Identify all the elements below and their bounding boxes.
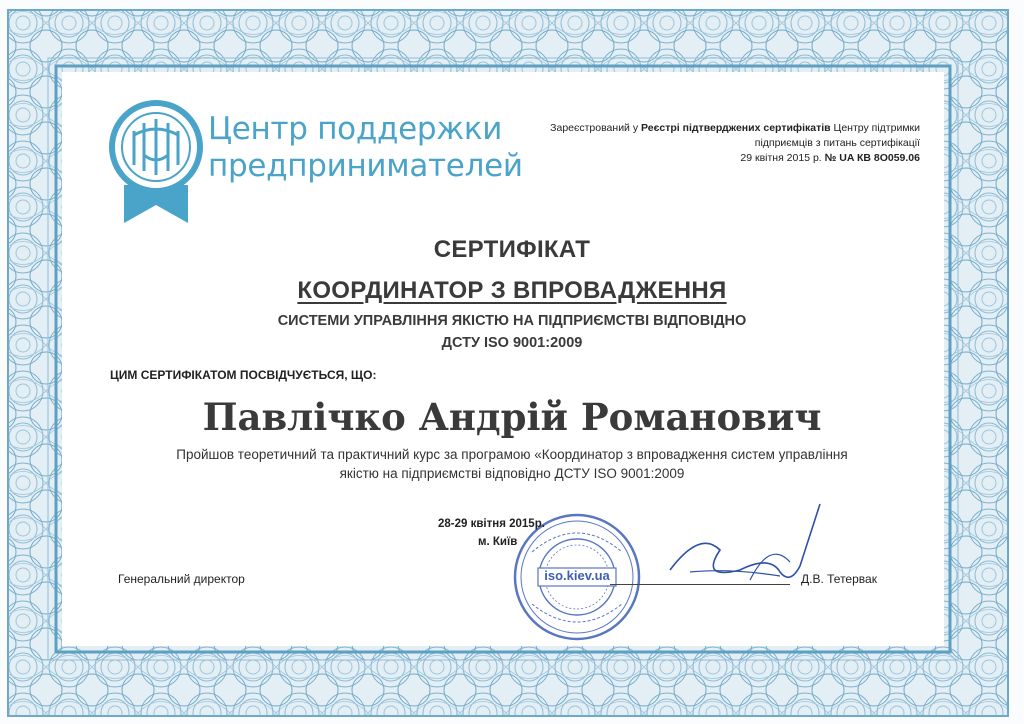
- registry-line1-bold: Реєстрі підтверджених сертифікатів: [641, 122, 831, 134]
- description-line1: СИСТЕМИ УПРАВЛІННЯ ЯКІСТЮ НА ПІДПРИЄМСТВІ ВІДПОВІДНО: [277, 313, 747, 329]
- stamp-center-text: iso.kiev.ua: [544, 568, 610, 583]
- registry-number: № UA КВ 8О059.06: [824, 152, 920, 164]
- signatory-name: Д.В. Тетервак: [801, 572, 877, 586]
- registry-line3-prefix: 29 квітня 2015 р.: [740, 152, 825, 164]
- signatory-title: Генеральний директор: [118, 572, 245, 586]
- registry-line2: підприємців з питань сертифікації: [754, 137, 920, 149]
- registry-line1-suffix: Центру підтримки: [830, 122, 920, 134]
- registry-note: [550, 121, 920, 166]
- issuer-logo-icon: [106, 95, 206, 227]
- course-line2: якістю на підприємстві відповідно ДСТУ ISO 9001:2009: [339, 466, 685, 481]
- course-date: 28-29 квітня 2015р.: [438, 518, 545, 530]
- issuer-name-line1: Центр поддержки: [208, 111, 503, 147]
- certificate-subtitle: [0, 277, 1024, 305]
- recipient-name: Павлічко Андрій Романович: [202, 395, 822, 439]
- certifies-label: ЦИМ СЕРТИФІКАТОМ ПОСВІДЧУЄТЬСЯ, ЩО:: [110, 368, 377, 382]
- issuer-name: [208, 111, 523, 185]
- registry-line1-prefix: Зареєстрований у: [550, 122, 642, 134]
- course-line1: Пройшов теоретичний та практичний курс за програмою «Координатор з впровадження систем управління: [176, 447, 848, 462]
- certificate-title: СЕРТИФІКАТ: [433, 236, 591, 263]
- issuer-name-line2: предпринимателей: [208, 148, 523, 184]
- director-signature: [630, 500, 830, 595]
- description-line2: ДСТУ ISO 9001:2009: [441, 335, 583, 351]
- certificate-subtitle-text: КООРДИНАТОР З ВПРОВАДЖЕННЯ: [297, 277, 727, 304]
- course-city: м. Київ: [478, 536, 518, 548]
